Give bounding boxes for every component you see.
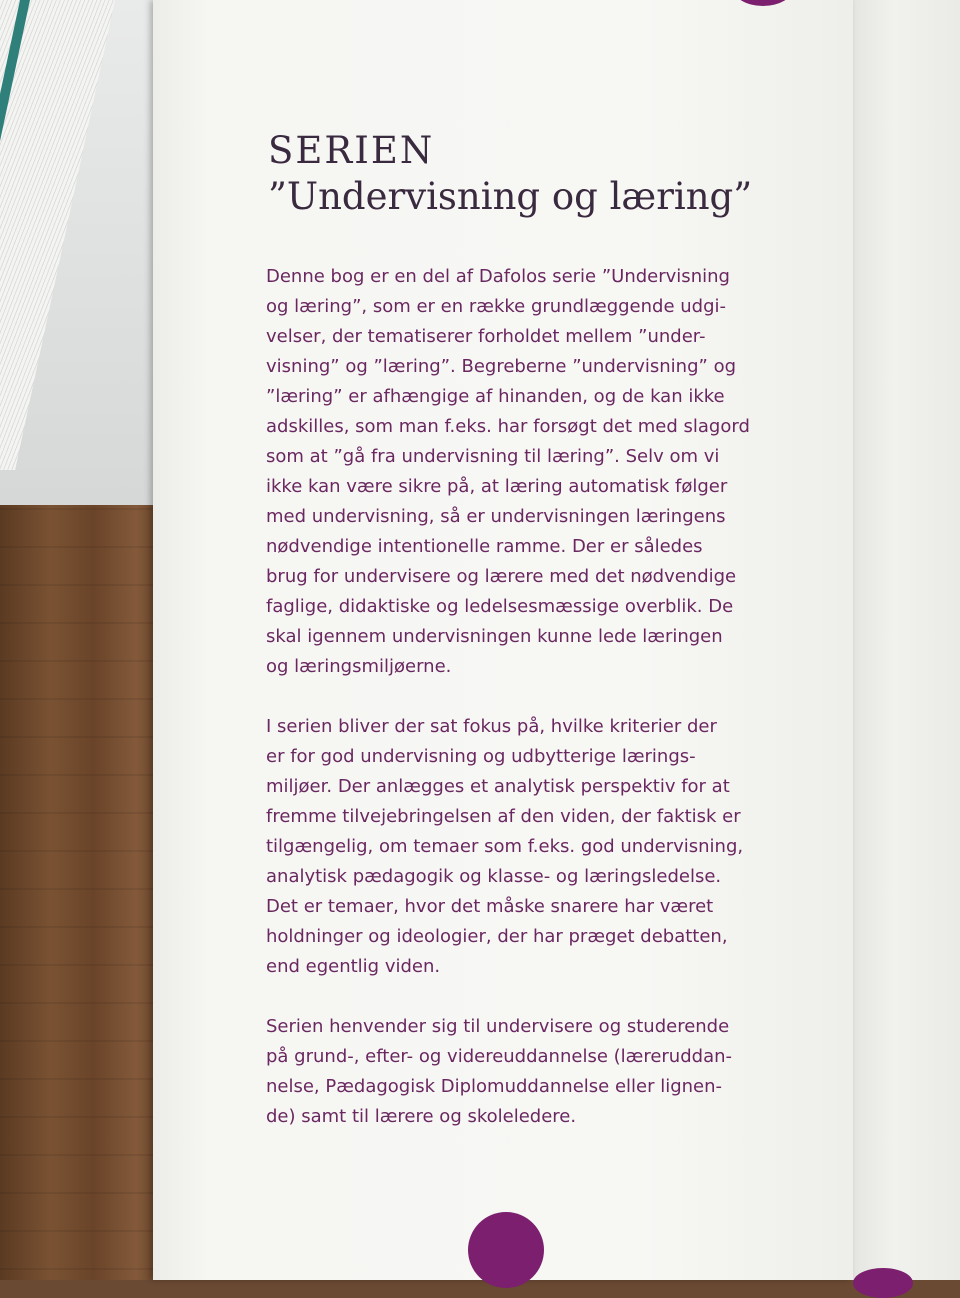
text-line: og læringsmiljøerne. (266, 656, 452, 677)
text-line: analytisk pædagogik og klasse- og læringsledelse. (266, 866, 722, 887)
text-line: miljøer. Der anlægges et analytisk perspektiv for at (266, 776, 730, 797)
text-line: visning” og ”læring”. Begreberne ”undervisning” og (266, 356, 737, 377)
heading-series-title: ”Undervisning og læring” (268, 175, 753, 218)
text-line: ikke kan være sikre på, at læring automatisk følger (266, 476, 728, 497)
adjacent-paper (850, 0, 960, 1280)
text-line: er for god undervisning og udbytterige lærings- (266, 746, 696, 767)
text-line: på grund-, efter- og videreuddannelse (læreruddan- (266, 1046, 732, 1067)
text-line: fremme tilvejebringelsen af den viden, der faktisk er (266, 806, 741, 827)
text-line: adskilles, som man f.eks. har forsøgt det med slagord (266, 416, 750, 437)
corner-dot (853, 1268, 913, 1298)
description-text (266, 262, 806, 1162)
book-stack (0, 0, 170, 505)
paragraph-3 (266, 1012, 806, 1132)
text-line: nelse, Pædagogisk Diplomuddannelse eller lignen- (266, 1076, 723, 1097)
text-line: brug for undervisere og lærere med det nødvendige (266, 566, 737, 587)
text-line: faglige, didaktiske og ledelsesmæssige overblik. De (266, 596, 734, 617)
heading-serien: SERIEN (268, 129, 435, 172)
text-line: holdninger og ideologier, der har præget debatten, (266, 926, 728, 947)
paragraph-2 (266, 712, 806, 982)
paragraph-1 (266, 262, 806, 682)
bottom-dot (468, 1212, 544, 1288)
text-line: nødvendige intentionelle ramme. Der er således (266, 536, 703, 557)
text-line: som at ”gå fra undervisning til læring”. Selv om vi (266, 446, 720, 467)
bookmark-card (153, 0, 853, 1280)
text-line: end egentlig viden. (266, 956, 441, 977)
text-line: tilgængelig, om temaer som f.eks. god undervisning, (266, 836, 744, 857)
text-line: Denne bog er en del af Dafolos serie ”Undervisning (266, 266, 730, 287)
text-line: skal igennem undervisningen kunne lede læringen (266, 626, 723, 647)
wood-grain (0, 470, 170, 1280)
text-line: med undervisning, så er undervisningen læringens (266, 506, 726, 527)
text-line: velser, der tematiserer forholdet mellem ”under- (266, 326, 706, 347)
series-heading (268, 128, 828, 220)
book-page-edges (0, 0, 115, 470)
text-line: Serien henvender sig til undervisere og studerende (266, 1016, 730, 1037)
text-line: de) samt til lærere og skoleledere. (266, 1106, 577, 1127)
top-dot (733, 0, 793, 6)
text-line: og læring”, som er en række grundlæggende udgi- (266, 296, 727, 317)
text-line: Det er temaer, hvor det måske snarere har været (266, 896, 714, 917)
text-line: I serien bliver der sat fokus på, hvilke kriterier der (266, 716, 717, 737)
text-line: ”læring” er afhængige af hinanden, og de kan ikke (266, 386, 725, 407)
